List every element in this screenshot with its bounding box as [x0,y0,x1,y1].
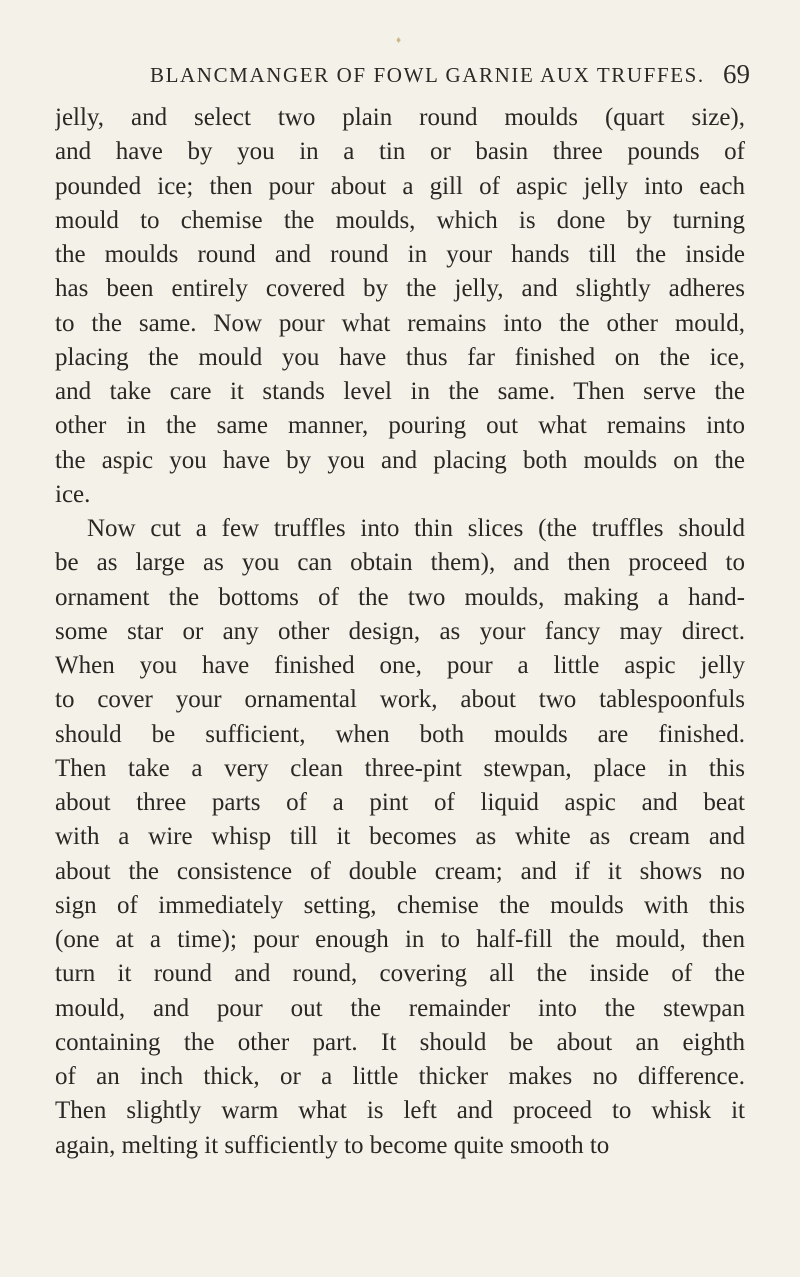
text-line: of an inch thick, or a little thicker makes no difference. [55,1063,745,1090]
page-number: 69 [723,59,750,89]
text-line: to the same. Now pour what remains into the other mould, [55,309,745,337]
text-line: When you have finished one, pour a little aspic jelly [55,652,745,679]
text-line: jelly, and select two plain round moulds (quart size), [55,104,745,131]
body-text [55,101,745,1163]
text-line: be as large as you can obtain them), and then proceed to [55,549,745,577]
text-line: Then take a very clean three-pint stewpan, place in this [55,754,745,782]
text-line: pounded ice; then pour about a gill of aspic jelly into each [55,172,745,200]
text-line: with a wire whisp till it becomes as white as cream and [55,823,745,851]
text-line: the moulds round and round in your hands till the inside [55,241,745,268]
page-header [150,60,750,90]
text-line: and take care it stands level in the same. Then serve the [55,378,745,405]
text-line: sign of immediately setting, chemise the moulds with this [55,891,745,919]
running-head: BLANCMANGER OF FOWL GARNIE AUX TRUFFES. [150,63,705,87]
text-line: containing the other part. It should be about an eighth [55,1028,745,1056]
text-line: about the consistence of double cream; and if it shows no [55,857,745,885]
text-line: has been entirely covered by the jelly, and slightly adheres [55,275,745,303]
text-line: turn it round and round, covering all the inside of the [55,960,745,988]
text-line: (one at a time); pour enough in to half-fill the mould, then [55,926,745,953]
text-line: should be sufficient, when both moulds are finished. [55,720,745,748]
text-line: again, melting it sufficiently to become quite smooth to [55,1131,610,1159]
text-line: Now cut a few truffles into thin slices (the truffles should [87,515,745,542]
text-line: Then slightly warm what is left and proceed to whisk it [55,1097,745,1125]
text-line: to cover your ornamental work, about two tablespoonfuls [55,686,745,714]
text-line: and have by you in a tin or basin three pounds of [55,138,745,166]
text-line: mould to chemise the moulds, which is done by turning [55,206,745,234]
text-line: other in the same manner, pouring out what remains into [55,412,745,440]
text-line: mould, and pour out the remainder into the stewpan [55,994,745,1022]
ornament-mark: ♦ [396,35,402,46]
text-line: some star or any other design, as your fancy may direct. [55,617,745,645]
text-line: about three parts of a pint of liquid aspic and beat [55,789,745,816]
text-line: ornament the bottoms of the two moulds, making a hand- [55,583,745,611]
text-line: the aspic you have by you and placing both moulds on the [55,446,745,474]
text-line: placing the mould you have thus far finished on the ice, [55,343,745,371]
text-line: ice. [55,480,91,508]
